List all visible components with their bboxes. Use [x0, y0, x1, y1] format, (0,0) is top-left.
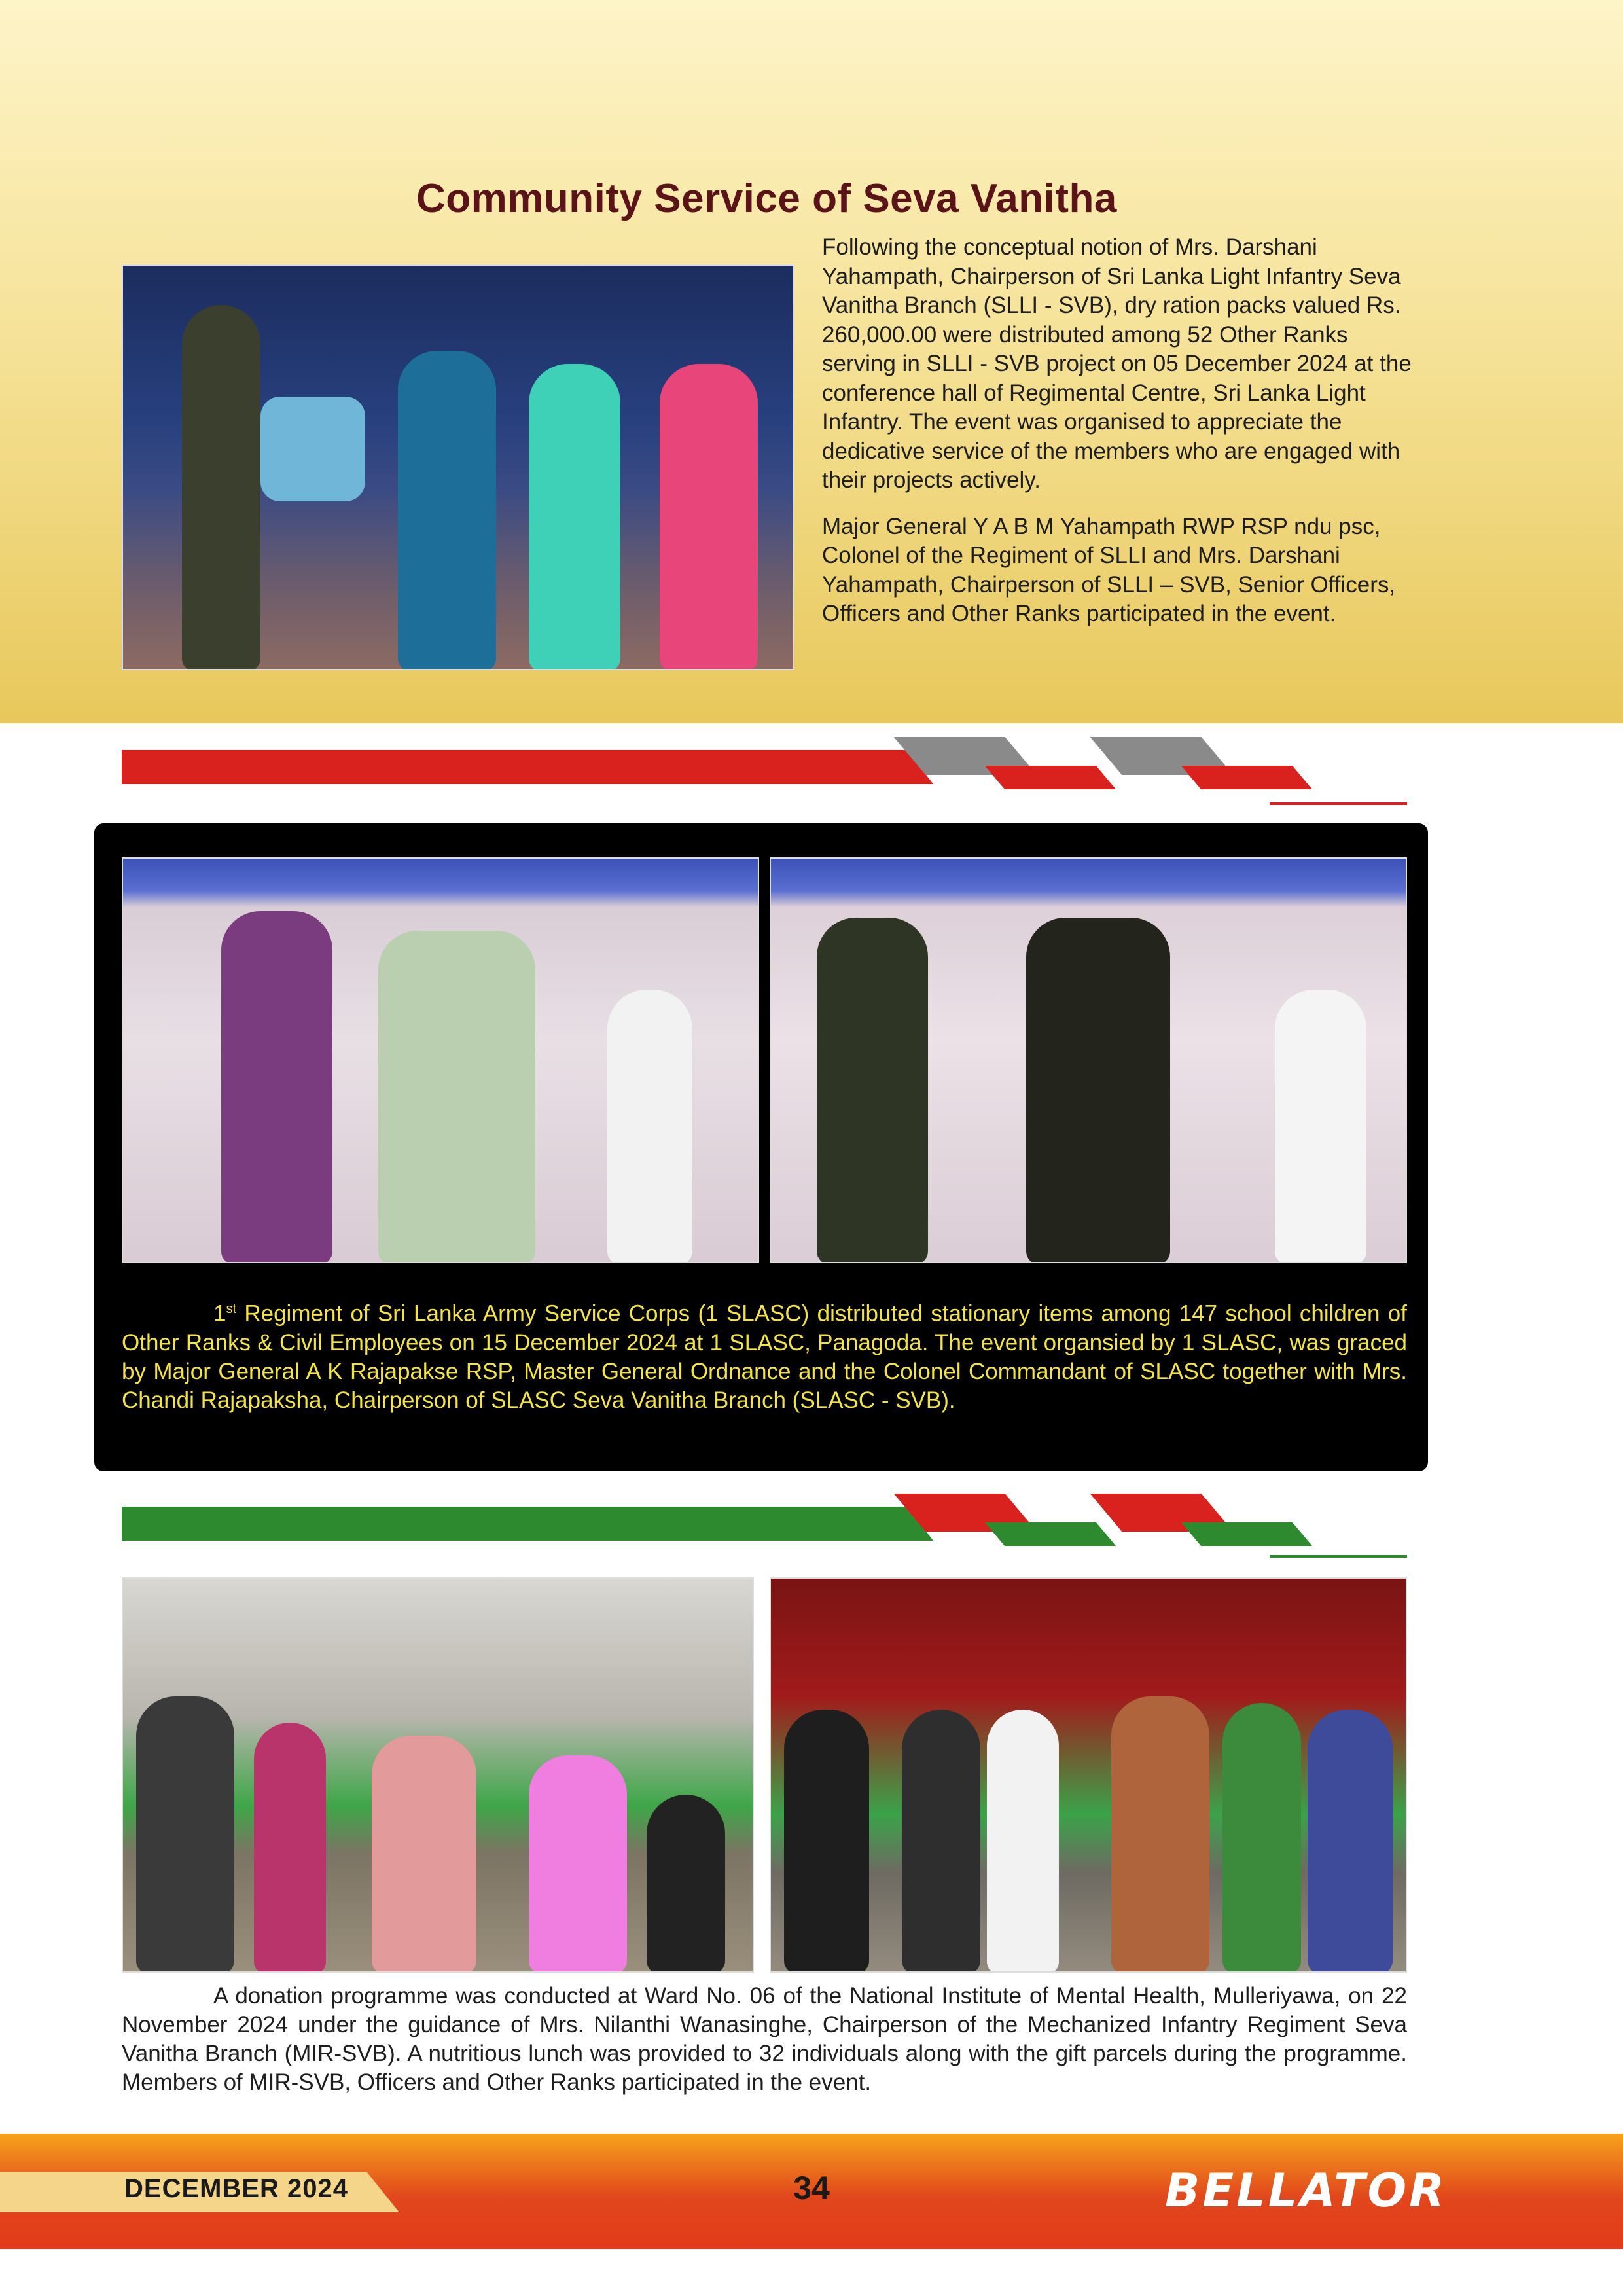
photo-stationary-handover-lady	[122, 857, 759, 1263]
photo-ward-donation	[122, 1577, 754, 1973]
article-title: Community Service of Seva Vanitha	[416, 176, 1117, 221]
article3-text: A donation programme was conducted at Ward No. 06 of the National Institute of Mental Health, Mulleriyawa, on 22 November 2024 under the guidance of Mrs. Nilanthi Wanasinghe, Chairperson of the Mechanized Infantry Regiment Seva Vanitha Branch (MIR-SVB). A nutritious lunch was provided to 32 individuals along with the gift parcels during the programme. Members of MIR-SVB, Officers and Other Ranks participated in the event.	[122, 1983, 1407, 2095]
issue-date: DECEMBER 2024	[124, 2174, 349, 2203]
article1-paragraph-1: Following the conceptual notion of Mrs. Darshani Yahampath, Chairperson of Sri Lanka Light Infantry Seva Vanitha Branch (SLLI - SVB), dry ration packs valued Rs. 260,000.00 were distributed among 52 Other Ranks serving in SLLI - SVB project on 05 December 2024 at the conference hall of Regimental Centre, Sri Lanka Light Infantry. The event was organised to appreciate the dedicative service of the members who are engaged with their projects actively.	[822, 234, 1412, 493]
ordinal-number: 1	[213, 1300, 226, 1327]
article2-text: Regiment of Sri Lanka Army Service Corps (1 SLASC) distributed stationary items among 147 school children of Other Ranks & Civil Employees on 15 December 2024 at 1 SLASC, Panagoda. The event organsied by 1 SLASC, was graced by Major General A K Rajapakse RSP, Master General Ordnance and the Colonel Commandant of SLASC together with Mrs. Chandi Rajapaksha, Chairperson of SLASC Seva Vanitha Branch (SLASC - SVB).	[122, 1300, 1407, 1413]
page-number: 34	[793, 2170, 830, 2206]
magazine-logo: BELLATOR	[1165, 2164, 1448, 2217]
article1-body	[822, 233, 1424, 646]
article3-caption	[122, 1982, 1407, 2097]
photo-gift-parcels	[770, 1577, 1407, 1973]
article2-caption	[122, 1295, 1407, 1415]
photo-stationary-handover-officer	[770, 857, 1407, 1263]
photo-ration-pack-handover	[122, 264, 794, 670]
ordinal-suffix: st	[226, 1302, 237, 1316]
article1-paragraph-2: Major General Y A B M Yahampath RWP RSP ndu psc, Colonel of the Regiment of SLLI and Mrs. Darshani Yahampath, Chairperson of SLLI – SVB, Senior Officers, Officers and Other Ranks participated in the event.	[822, 513, 1396, 626]
